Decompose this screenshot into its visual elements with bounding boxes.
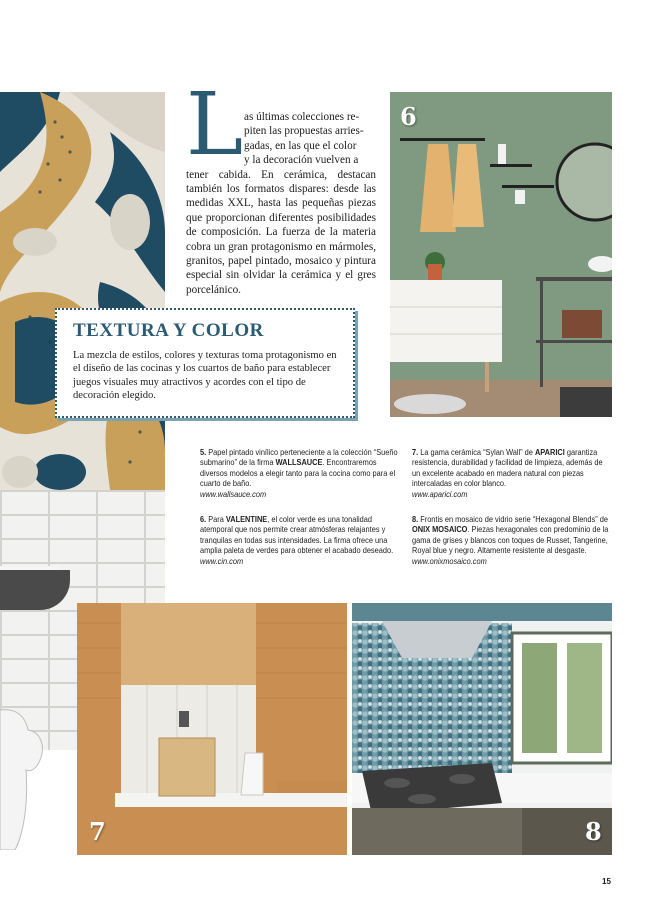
caption-text: Frontis en mosaico de vidrio serie “Hexagonal Blends” de — [418, 514, 608, 524]
photo-number: 7 — [89, 817, 106, 846]
caption-number: 8. — [412, 514, 419, 524]
photo-6-green-bathroom — [390, 92, 612, 417]
intro-paragraph — [186, 110, 376, 297]
caption-brand: VALENTINE — [225, 514, 268, 524]
caption-number: 7. — [412, 447, 419, 457]
caption-text: . Piezas hexagonales con predominio de la gama de grises y blancos con toques de Russet, Tangerine, Royal blue y negro. Altamente resistente al desgaste. — [412, 524, 609, 556]
sidebar-body: La mezcla de estilos, colores y texturas toma protagonismo en el diseño de las cocinas y los cuartos de baño para establecer juegos visuales muy atractivos y acordes con el tipo de decoración elegido. — [73, 350, 337, 402]
caption-7 — [412, 447, 612, 499]
wallpaper-photo — [0, 92, 165, 490]
caption-url[interactable]: www.onixmosaico.com — [412, 555, 487, 566]
caption-8 — [412, 514, 612, 566]
photo-7-wood-tiles — [77, 603, 347, 855]
green-bathroom-illustration — [390, 92, 612, 417]
sidebar-title: TEXTURA Y COLOR — [73, 320, 264, 341]
caption-text: La gama cerámica “Sylan Wall” de — [418, 447, 535, 457]
drop-cap: L — [186, 75, 244, 175]
intro-line: piten las propuestas arries- — [244, 125, 364, 138]
sidebar-box — [55, 308, 355, 418]
intro-line: as últimas colecciones re- — [244, 111, 360, 123]
caption-text: garantiza resistencia, durabilidad y facilidad de limpieza, además de un excelente acabado en madera natural con piezas intercaladas en color blanco. — [412, 447, 603, 489]
caption-text: Papel pintado vinílico perteneciente a la colección “Sueño submarino” de la firma — [200, 447, 398, 468]
caption-brand: ONIX MOSAICO — [412, 524, 468, 535]
caption-url[interactable]: www.aparici.com — [412, 488, 468, 499]
white-pitcher-illustration — [0, 700, 48, 850]
photo-number: 8 — [585, 817, 602, 846]
intro-line: gadas, en las que el color — [244, 139, 357, 152]
caption-number: 5. — [200, 447, 207, 457]
caption-url[interactable]: www.cin.com — [200, 555, 244, 566]
photo-number: 6 — [400, 102, 417, 131]
caption-text: . Encontraremos diversos modelos a elegir tanto para la cocina como para el cuarto de baño. — [200, 457, 396, 489]
caption-brand: WALLSAUCE — [275, 457, 323, 468]
wood-tile-bathroom-illustration — [77, 603, 347, 855]
photo-8-hexagonal-mosaic-kitchen — [352, 603, 612, 855]
caption-text: , el color verde es una tonalidad atemporal que nos permite crear atmósferas relajantes y tranquilas en todas sus intensidades. La firma ofrece una amplia paleta de verdes para obtener el acabado deseado. — [200, 514, 394, 556]
caption-number: 6. — [200, 514, 207, 524]
intro-line: y la decoración vuelven a — [244, 154, 359, 167]
mosaic-kitchen-illustration — [352, 603, 612, 855]
caption-5 — [200, 447, 400, 499]
caption-text: Para — [206, 514, 226, 524]
page-number: 15 — [602, 877, 611, 886]
caption-brand: APARICI — [534, 447, 565, 457]
caption-url[interactable]: www.wallsauce.com — [200, 488, 267, 499]
intro-body: tener cabida. En cerámica, destacan también los formatos dispares: desde las medidas XXL, hasta las pequeñas piezas que proporcionan diferentes posibilidades de composición. La fuerza de la materia cobra un gran protagonismo en mármoles, granitos, papel pintado, mosaico y pintura especial sin olvidar la cerámica y el gres porcelánico. — [186, 168, 376, 296]
caption-6 — [200, 514, 400, 566]
wallpaper-pattern-illustration — [0, 92, 165, 490]
